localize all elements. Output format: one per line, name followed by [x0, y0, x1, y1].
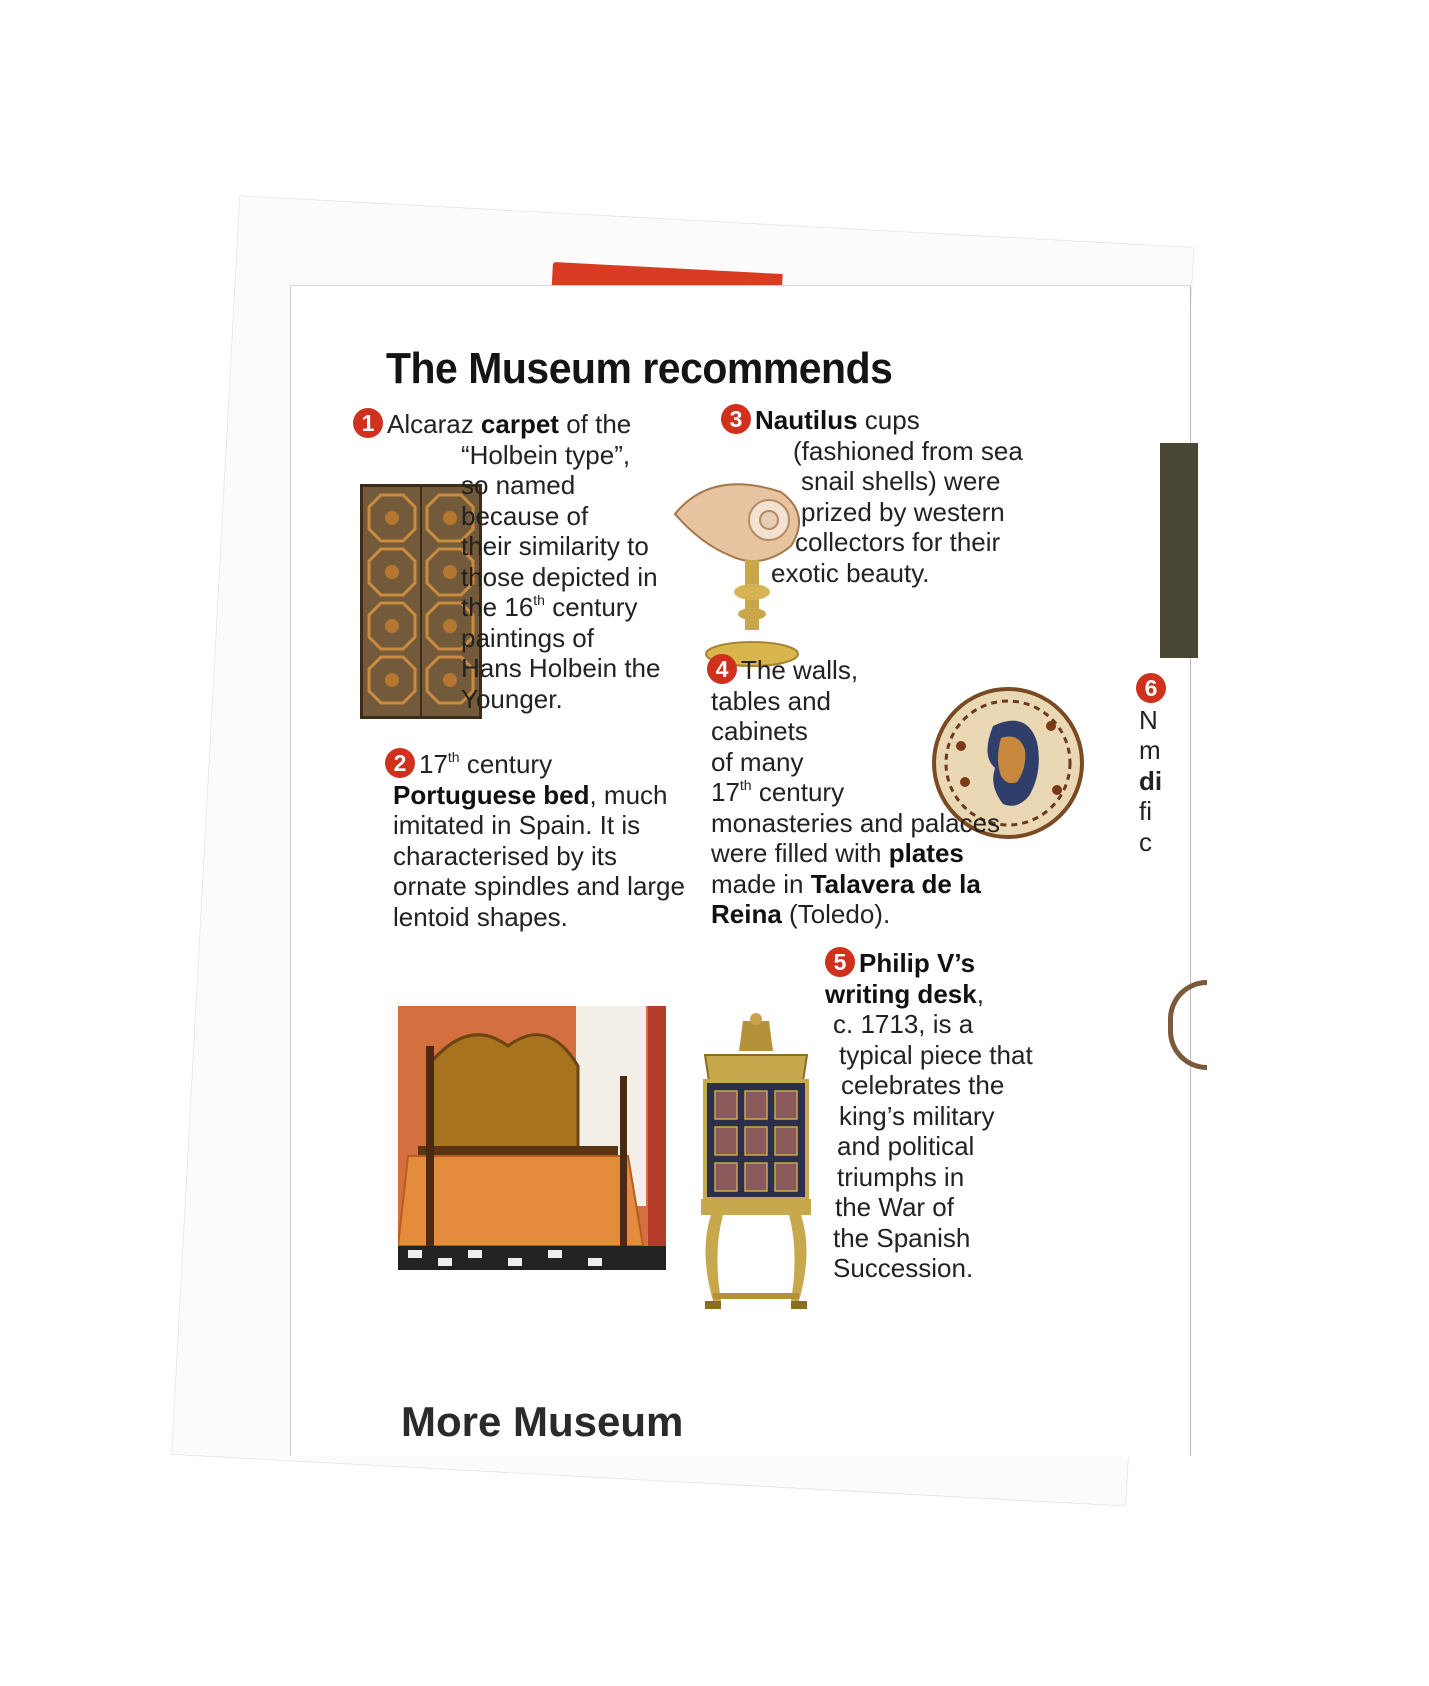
item-1-line-8: paintings of [461, 622, 594, 653]
item-4-text-part: were filled with [711, 838, 889, 868]
item-4-text-part: The walls, [741, 655, 859, 685]
item-3-text-part: cups [857, 405, 920, 435]
item-1-line-7 [461, 592, 660, 623]
item-1-line-1 [353, 408, 660, 440]
item-3-text [721, 404, 1023, 588]
item-1-line-4: because of [461, 500, 589, 531]
item-2-line-5: ornate spindles and large [393, 871, 685, 901]
item-1-line-2: “Holbein type”, [461, 439, 631, 470]
item-5-line-4: typical piece that [839, 1039, 1033, 1070]
item-4-badge: 4 [707, 654, 737, 684]
writing-desk-illustration [691, 1011, 821, 1321]
item-6-fragment-line-2: m [1139, 735, 1161, 765]
item-5-line-9: the War of [835, 1192, 954, 1222]
item-5-line-6: king’s military [839, 1100, 995, 1131]
item-4-text [707, 654, 1000, 930]
item-4-text-part: (Toledo). [781, 899, 891, 929]
leaflet-page [291, 286, 1190, 1456]
item-2-line-4: characterised by its [393, 840, 617, 871]
item-6-badge: 6 [1136, 673, 1166, 703]
page-title: The Museum recommends [386, 344, 893, 393]
item-1-text-part: Alcaraz [387, 409, 481, 439]
item-4-line-1 [707, 654, 1000, 686]
item-2-text-part: , much [589, 779, 668, 810]
item-1-line-10: Younger. [461, 683, 563, 714]
item-3-line-4: prized by western [801, 496, 1005, 527]
item-2-text-part: century [459, 749, 553, 779]
item-4-line-4: of many [711, 746, 804, 777]
item-5-line-5: celebrates the [841, 1070, 1005, 1100]
item-2-text-part: 17 [419, 749, 448, 779]
bed-illustration [398, 1006, 666, 1270]
item-5-line-2 [825, 979, 1033, 1010]
item-4-text-part: made in [711, 868, 811, 899]
item-6-badge-line [1136, 673, 1170, 705]
item-4-text-part: century [751, 777, 845, 807]
item-3-line-1 [721, 404, 1023, 436]
item-3-line-2: (fashioned from sea [793, 435, 1023, 466]
item-4-bold: Reina [711, 899, 782, 929]
item-6-fragment-line-1: N [1139, 704, 1158, 735]
item-1-badge: 1 [353, 408, 383, 438]
item-4-line-5 [711, 777, 1000, 808]
item-4-line-8 [711, 869, 1000, 900]
item-5-text [825, 947, 1033, 1284]
item-1-text-part: of the [558, 409, 632, 439]
item-2-line-3: imitated in Spain. It is [393, 810, 641, 840]
item-4-line-2: tables and [711, 685, 831, 716]
item-4-line-9 [711, 899, 1000, 930]
item-4-bold: plates [888, 838, 964, 868]
item-6-fragment-line-5: c [1139, 826, 1152, 857]
item-4-line-6: monasteries and palaces [711, 807, 1001, 838]
item-5-text-part: , [976, 978, 984, 1009]
item-5-line-7: and political [837, 1131, 975, 1161]
item-2-line-1 [385, 748, 685, 780]
item-1-line-5: their similarity to [461, 531, 649, 561]
item-1-text [353, 408, 660, 714]
item-2-line-2 [393, 780, 685, 811]
item-1-line-6: those depicted in [461, 561, 658, 592]
item-5-line-3: c. 1713, is a [833, 1009, 974, 1039]
item-5-line-10: the Spanish [833, 1222, 971, 1253]
item-2-bold: Portuguese bed [393, 779, 590, 810]
item-1-line-9: Hans Holbein the [461, 653, 661, 683]
item-3-line-5: collectors for their [795, 527, 1001, 557]
item-5-line-1 [825, 947, 1033, 979]
item-4-line-7 [711, 838, 1000, 869]
item-1-text-part: century [544, 592, 638, 622]
item-1-bold: carpet [480, 409, 559, 439]
item-2-line-6: lentoid shapes. [393, 901, 568, 932]
item-2-badge: 2 [385, 748, 415, 778]
item-1-text-part: the 16 [461, 592, 534, 622]
item-5-bold: Philip V’s [859, 948, 976, 978]
item-4-text-part: 17 [711, 777, 740, 807]
writing-desk-image [691, 1011, 821, 1321]
item-5-line-11: Succession. [833, 1253, 974, 1283]
item-5-bold: writing desk [825, 978, 977, 1009]
item-2-text [385, 748, 685, 932]
item-4-sup: th [739, 777, 752, 793]
edge-photo [1160, 443, 1198, 658]
item-6-fragment-line-3: di [1139, 765, 1163, 796]
item-5-line-8: triumphs in [837, 1161, 965, 1192]
item-1-sup: th [533, 592, 545, 608]
footer-heading: More Museum [401, 1398, 684, 1445]
item-3-line-6: exotic beauty. [771, 557, 930, 588]
item-4-line-3: cabinets [711, 716, 808, 746]
item-5-badge: 5 [825, 947, 855, 977]
item-3-badge: 3 [721, 404, 751, 434]
item-3-line-3: snail shells) were [801, 466, 1001, 496]
bed-image [398, 1006, 666, 1270]
item-3-bold: Nautilus [755, 405, 858, 435]
item-1-line-3: so named [461, 470, 576, 500]
item-2-sup: th [447, 749, 460, 765]
item-6-fragment [1136, 673, 1170, 857]
item-6-fragment-line-4: fi [1139, 796, 1152, 826]
item-4-bold: Talavera de la [810, 868, 981, 899]
